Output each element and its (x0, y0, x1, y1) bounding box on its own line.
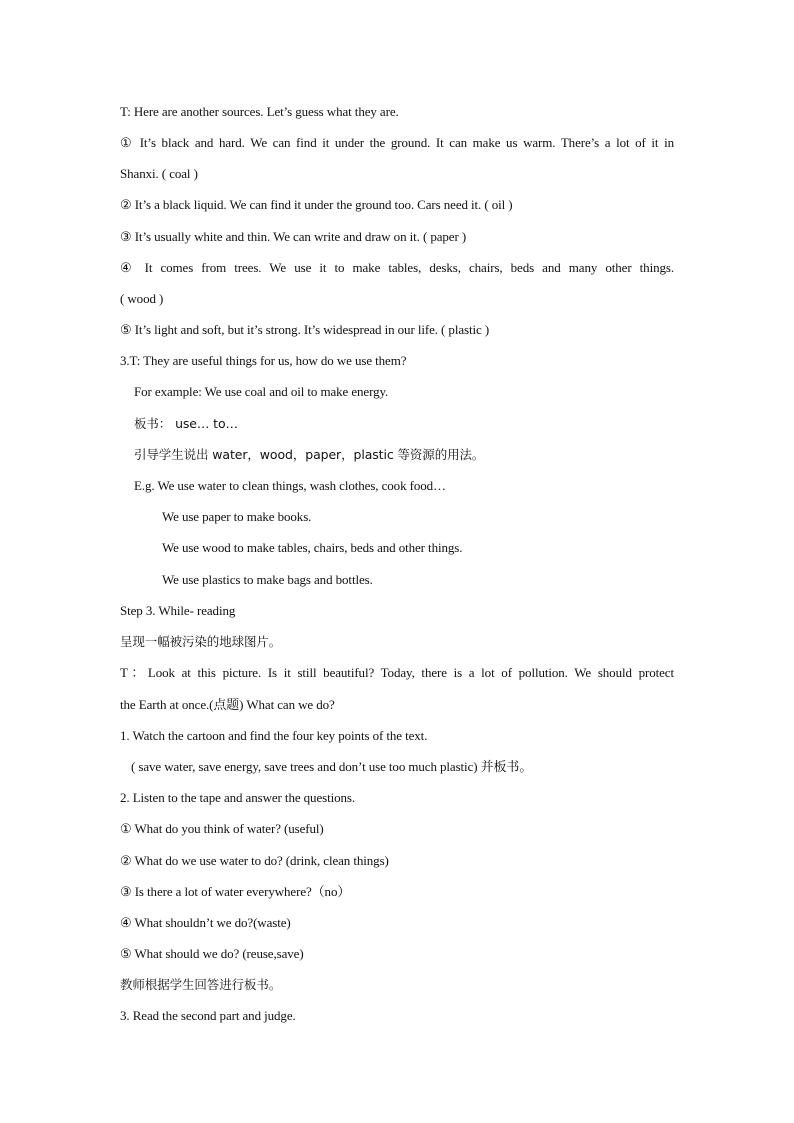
text-line: We use wood to make tables, chairs, beds and other things. (162, 540, 463, 555)
text-line: 教师根据学生回答进行板书。 (120, 977, 282, 992)
text-line: 引导学生说出 water，wood，paper，plastic 等资源的用法。 (134, 447, 485, 462)
text-line: 呈现一幅被污染的地球图片。 (120, 634, 282, 649)
text-line: ⑤ It’s light and soft, but it’s strong. It’s widespread in our life. ( plastic ) (120, 322, 490, 337)
text-line: 3. Read the second part and judge. (120, 1008, 296, 1023)
text-line: the Earth at once.(点题) What can we do? (120, 697, 335, 712)
text-line: For example: We use coal and oil to make energy. (134, 384, 389, 399)
text-line: 3.T: They are useful things for us, how do we use them? (120, 353, 407, 368)
text-line: ③ It’s usually white and thin. We can write and draw on it. ( paper ) (120, 229, 467, 244)
text-line: Shanxi. ( coal ) (120, 166, 198, 181)
text-line: ( wood ) (120, 291, 164, 306)
text-line: We use plastics to make bags and bottles. (162, 572, 373, 587)
text-line: E.g. We use water to clean things, wash clothes, cook food… (134, 478, 446, 493)
text-line: T：Look at this picture. Is it still beautiful? Today, there is a lot of pollution. We should protect (120, 665, 674, 680)
text-line: T: Here are another sources. Let’s guess what they are. (120, 104, 399, 119)
text-line: ② What do we use water to do? (drink, clean things) (120, 853, 389, 868)
text-line: ⑤ What should we do? (reuse,save) (120, 946, 304, 961)
text-line: Step 3. While- reading (120, 603, 236, 618)
text-line: ③ Is there a lot of water everywhere?（no） (120, 884, 351, 899)
text-line: 2. Listen to the tape and answer the questions. (120, 790, 356, 805)
text-line: ① It’s black and hard. We can find it under the ground. It can make us warm. There’s a lot of it in (120, 135, 674, 150)
text-line: ( save water, save energy, save trees and don’t use too much plastic) 并板书。 (131, 759, 533, 774)
text-line: We use paper to make books. (162, 509, 312, 524)
text-line: ① What do you think of water? (useful) (120, 821, 324, 836)
text-line: ② It’s a black liquid. We can find it under the ground too. Cars need it. ( oil ) (120, 197, 513, 212)
text-line: ④ What shouldn’t we do?(waste) (120, 915, 291, 930)
text-line: ④ It comes from trees. We use it to make tables, desks, chairs, beds and many other things. (120, 260, 674, 275)
text-line: 板书： use… to… (134, 416, 238, 431)
text-line: 1. Watch the cartoon and find the four key points of the text. (120, 728, 428, 743)
